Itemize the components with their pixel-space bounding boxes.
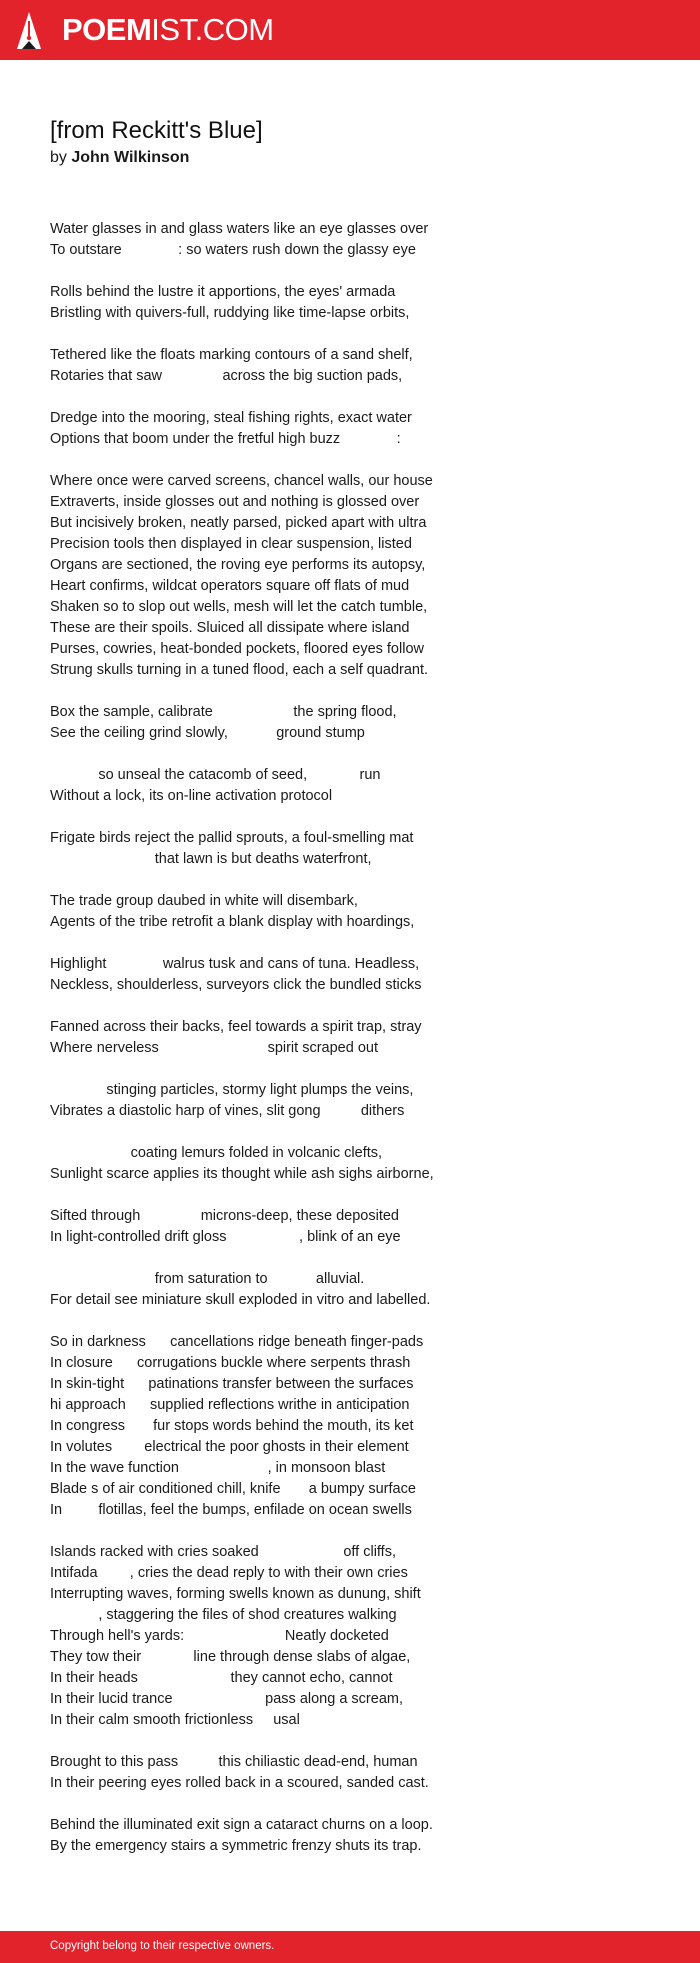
- poem-stanza: [50, 1017, 670, 1059]
- poem-line: Islands racked with cries soaked off cliffs,: [50, 1544, 396, 1560]
- poem-line: But incisively broken, neatly parsed, picked apart with ultra: [50, 515, 427, 531]
- poem-line: Fanned across their backs, feel towards a spirit trap, stray: [50, 1019, 422, 1035]
- poem-line: Bristling with quivers-full, ruddying like time-lapse orbits,: [50, 305, 410, 321]
- poem-line: Without a lock, its on-line activation protocol: [50, 788, 333, 804]
- poem-line: Tethered like the floats marking contours of a sand shelf,: [50, 347, 413, 363]
- poem-stanza: [50, 1143, 670, 1185]
- poem-line: In flotillas, feel the bumps, enfilade on ocean swells: [50, 1502, 412, 1518]
- poem-stanza: [50, 1752, 670, 1794]
- poem-line: Brought to this pass this chiliastic dead-end, human: [50, 1754, 418, 1770]
- byline: [50, 146, 189, 170]
- poem-line: In skin-tight patinations transfer between the surfaces: [50, 1376, 414, 1392]
- poem-stanza: [50, 954, 670, 996]
- poem-line: Purses, cowries, heat-bonded pockets, floored eyes follow: [50, 641, 424, 657]
- poem-line: Organs are sectioned, the roving eye performs its autopsy,: [50, 557, 426, 573]
- poem-line: coating lemurs folded in volcanic clefts,: [50, 1145, 383, 1161]
- poem-line: Agents of the tribe retrofit a blank display with hoardings,: [50, 914, 415, 930]
- poem-stanza: [50, 408, 670, 450]
- poem-line: In their lucid trance pass along a scream,: [50, 1691, 403, 1707]
- poem-line: Sifted through microns-deep, these deposited: [50, 1208, 399, 1224]
- poem-line: In their peering eyes rolled back in a scoured, sanded cast.: [50, 1775, 429, 1791]
- brand-bold: POEM: [62, 12, 152, 47]
- poem-line: Interrupting waves, forming swells known as dunung, shift: [50, 1586, 421, 1602]
- poem-line: Blade s of air conditioned chill, knife a bumpy surface: [50, 1481, 416, 1497]
- pen-nib-icon[interactable]: [16, 11, 42, 51]
- site-header: [0, 0, 700, 60]
- poem-line: Precision tools then displayed in clear suspension, listed: [50, 536, 412, 552]
- poem-line: In volutes electrical the poor ghosts in their element: [50, 1439, 409, 1455]
- poem-line: hi approach supplied reflections writhe in anticipation: [50, 1397, 410, 1413]
- poem-stanza: [50, 891, 670, 933]
- poem-line: Water glasses in and glass waters like an eye glasses over: [50, 221, 429, 237]
- poem-stanza: [50, 702, 670, 744]
- poem-line: Where once were carved screens, chancel walls, our house: [50, 473, 433, 489]
- poem-line: , staggering the files of shod creatures walking: [50, 1607, 397, 1623]
- poem-line: stinging particles, stormy light plumps the veins,: [50, 1082, 414, 1098]
- poem-line: In the wave function , in monsoon blast: [50, 1460, 386, 1476]
- poem-stanza: [50, 828, 670, 870]
- poem-line: Highlight walrus tusk and cans of tuna. Headless,: [50, 956, 420, 972]
- site-logo-text[interactable]: [62, 12, 274, 48]
- poem-line: Where nerveless spirit scraped out: [50, 1040, 378, 1056]
- poem-line: In their calm smooth frictionless usal: [50, 1712, 300, 1728]
- poem-line: Options that boom under the fretful high buzz :: [50, 431, 401, 447]
- poem-line: These are their spoils. Sluiced all dissipate where island: [50, 620, 410, 636]
- poem-line: The trade group daubed in white will disembark,: [50, 893, 358, 909]
- poem-line: Vibrates a diastolic harp of vines, slit gong dithers: [50, 1103, 405, 1119]
- poem-line: In congress fur stops words behind the mouth, its ket: [50, 1418, 414, 1434]
- brand-light: IST.COM: [151, 12, 274, 47]
- by-label: by: [50, 149, 67, 166]
- poem-line: For detail see miniature skull exploded in vitro and labelled.: [50, 1292, 431, 1308]
- poem-line: Box the sample, calibrate the spring flood,: [50, 704, 397, 720]
- poem-line: Strung skulls turning in a tuned flood, each a self quadrant.: [50, 662, 429, 678]
- poem-line: Sunlight scarce applies its thought while ash sighs airborne,: [50, 1166, 434, 1182]
- poem-line: In their heads they cannot echo, cannot: [50, 1670, 393, 1686]
- author-name[interactable]: John Wilkinson: [71, 149, 190, 166]
- site-footer: [0, 1931, 700, 1963]
- poem-line: Frigate birds reject the pallid sprouts, a foul-smelling mat: [50, 830, 414, 846]
- copyright-text: Copyright belong to their respective owners.: [50, 1940, 275, 1952]
- poem-line: Neckless, shoulderless, surveyors click the bundled sticks: [50, 977, 422, 993]
- poem-body: [50, 219, 670, 1878]
- poem-stanza: [50, 471, 670, 681]
- poem-stanza: [50, 1332, 670, 1521]
- poem-stanza: [50, 1080, 670, 1122]
- poem-line: Intifada , cries the dead reply to with their own cries: [50, 1565, 408, 1581]
- poem-line: Extraverts, inside glosses out and nothing is glossed over: [50, 494, 420, 510]
- poem-line: Dredge into the mooring, steal fishing rights, exact water: [50, 410, 412, 426]
- poem-stanza: [50, 1542, 670, 1731]
- poem-line: To outstare : so waters rush down the glassy eye: [50, 242, 416, 258]
- poem-stanza: [50, 1269, 670, 1311]
- poem-line: Through hell's yards: Neatly docketed: [50, 1628, 389, 1644]
- poem-line: By the emergency stairs a symmetric frenzy shuts its trap.: [50, 1838, 422, 1854]
- poem-line: Heart confirms, wildcat operators square off flats of mud: [50, 578, 410, 594]
- poem-line: See the ceiling grind slowly, ground stump: [50, 725, 365, 741]
- poem-stanza: [50, 765, 670, 807]
- poem-stanza: [50, 345, 670, 387]
- poem-line: so unseal the catacomb of seed, run: [50, 767, 381, 783]
- poem-line: In closure corrugations buckle where serpents thrash: [50, 1355, 411, 1371]
- poem-line: Behind the illuminated exit sign a cataract churns on a loop.: [50, 1817, 433, 1833]
- poem-line: So in darkness cancellations ridge beneath finger-pads: [50, 1334, 424, 1350]
- poem-stanza: [50, 1815, 670, 1857]
- poem-line: that lawn is but deaths waterfront,: [50, 851, 372, 867]
- poem-stanza: [50, 219, 670, 261]
- poem-line: Rotaries that saw across the big suction pads,: [50, 368, 403, 384]
- poem-line: In light-controlled drift gloss , blink of an eye: [50, 1229, 401, 1245]
- poem-line: from saturation to alluvial.: [50, 1271, 365, 1287]
- poem-stanza: [50, 282, 670, 324]
- poem-title: [from Reckitt's Blue]: [50, 117, 263, 144]
- poem-stanza: [50, 1206, 670, 1248]
- poem-line: Rolls behind the lustre it apportions, the eyes' armada: [50, 284, 396, 300]
- poem-line: Shaken so to slop out wells, mesh will let the catch tumble,: [50, 599, 428, 615]
- poem-line: They tow their line through dense slabs of algae,: [50, 1649, 411, 1665]
